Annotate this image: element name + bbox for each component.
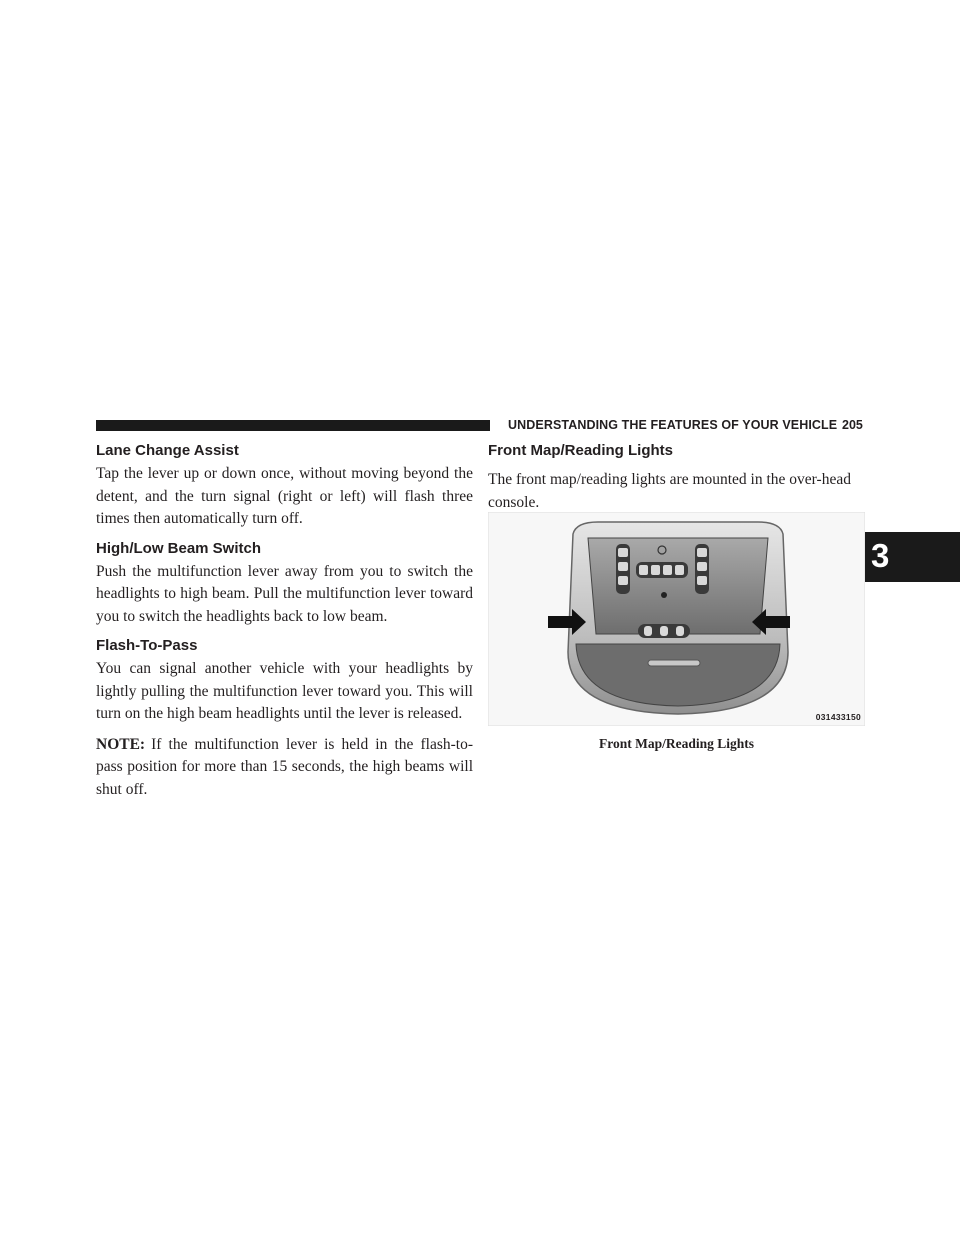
left-column <box>96 441 473 809</box>
section-body: Tap the lever up or down once, without moving beyond the detent, and the turn signal (right or left) will flash three times then automatically turn off. <box>96 465 473 527</box>
section-heading: Flash-To-Pass <box>96 637 198 654</box>
figure-caption: Front Map/Reading Lights <box>598 736 755 751</box>
section-flash-to-pass <box>96 636 473 801</box>
header-rule <box>96 420 490 431</box>
note-paragraph <box>96 734 473 802</box>
section-heading: High/Low Beam Switch <box>96 539 262 557</box>
running-header-title: UNDERSTANDING THE FEATURES OF YOUR VEHICLE <box>508 418 838 432</box>
figure-overhead-console <box>488 512 865 726</box>
note-label: NOTE: <box>96 735 146 753</box>
overhead-console-illustration <box>488 512 865 726</box>
note-text: If the multifunction lever is held in the flash-to-pass position for more than 15 seconds, the high beams will shut off. <box>96 735 473 798</box>
section-heading: Front Map/Reading Lights <box>488 442 673 459</box>
section-lane-change <box>96 441 473 531</box>
right-column <box>488 441 865 514</box>
section-heading: Lane Change Assist <box>96 442 239 459</box>
page-number: 205 <box>842 418 863 432</box>
section-body: Push the multifunction lever away from you to switch the headlights to high beam. Pull the multifunction lever toward you to switch the headlights back to low beam. <box>96 562 473 625</box>
chapter-number: 3 <box>871 537 890 574</box>
section-body: You can signal another vehicle with your headlights by lightly pulling the multifunction lever toward you. This will turn on the high beam headlights until the lever is released. <box>96 660 473 722</box>
section-beam-switch <box>96 539 473 629</box>
figure-code: 031433150 <box>815 712 861 722</box>
section-body: The front map/reading lights are mounted in the over-head console. <box>488 471 851 511</box>
